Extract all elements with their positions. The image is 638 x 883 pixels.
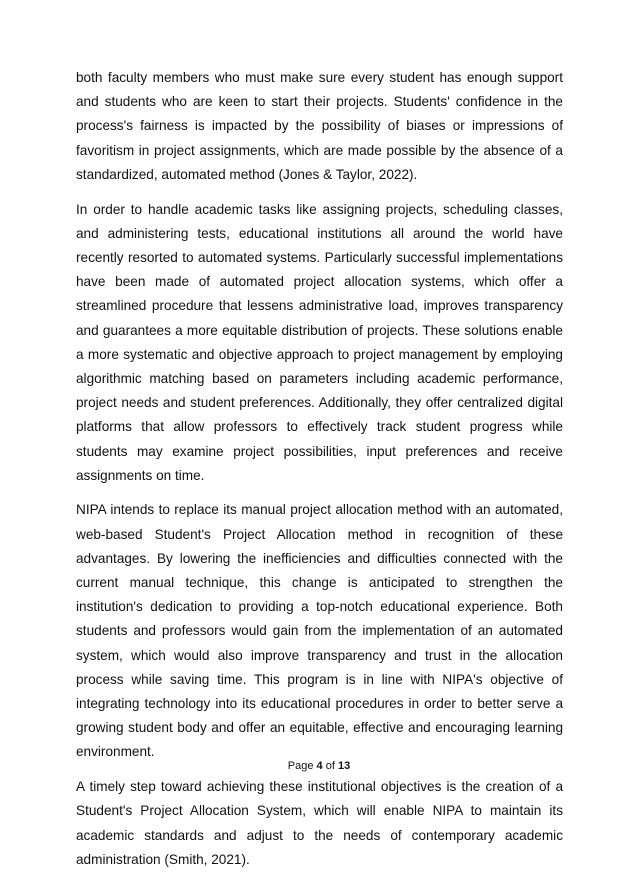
paragraph-3: NIPA intends to replace its manual project allocation method with an automated, web-based Student's Project Allocation method in recognition of these advantages. By lowering the inefficiencies and difficulties connected with the current manual technique, this change is anticipated to strengthen the institution's dedication to providing a top-notch educational experience. Both students and professors would gain from the implementation of an automated system, which would also improve transparency and trust in the allocation process while saving time. This program is in line with NIPA's objective of integrating technology into its educational procedures in order to better serve a growing student body and offer an equitable, effective and encouraging learning environment. — [76, 502, 563, 760]
page-number: 4 — [316, 760, 323, 772]
paragraph-4: A timely step toward achieving these institutional objectives is the creation of a Student's Project Allocation System, which will enable NIPA to maintain its academic standards and adjust to the needs of contemporary academic administration (Smith, 2021). — [76, 779, 563, 867]
paragraph-1: both faculty members who must make sure every student has enough support and students who are keen to start their projects. Students' confidence in the process's fairness is impacted by the possibility of biases or impressions of favoritism in project assignments, which are made possible by the absence of a standardized, automated method (Jones & Taylor, 2022). — [76, 70, 563, 182]
total-pages: 13 — [337, 760, 351, 772]
paragraph-2: In order to handle academic tasks like assigning projects, scheduling classes, and administering tests, educational institutions all around the world have recently resorted to automated systems. Particularly successful implementations have been made of automated project allocation systems, which offer a streamlined procedure that lessens administrative load, improves transparency and guarantees a more equitable distribution of projects. These solutions enable a more systematic and objective approach to project management by employing algorithmic matching based on parameters including academic performance, project needs and student preferences. Additionally, they offer centralized digital platforms that allow professors to effectively track student progress while students may examine project possibilities, input preferences and receive assignments on time. — [76, 201, 563, 483]
of-label: of — [325, 760, 335, 772]
page-footer — [0, 760, 638, 772]
page-label: Page — [287, 760, 314, 772]
